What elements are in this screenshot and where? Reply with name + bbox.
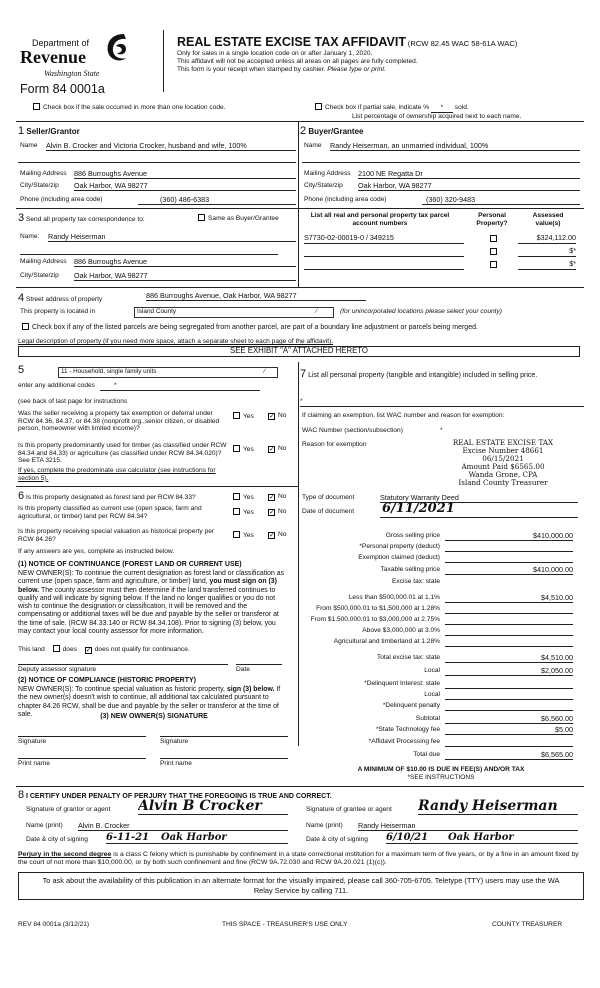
buyer-title-text: Buyer/Grantee — [308, 127, 364, 136]
tax-line — [303, 616, 575, 626]
q-current-use-yes-checkbox[interactable] — [233, 508, 240, 515]
parcel-number-field[interactable] — [304, 260, 464, 270]
correspondence-label: Send all property tax correspondence to: — [25, 216, 145, 223]
seller-name-field[interactable]: Alvin B. Crocker and Victoria Crocker, husband and wife, 100% — [46, 142, 296, 151]
q-forest-text: Is this property designated as forest land per RCW 84.33? — [25, 494, 196, 501]
tax-line — [303, 680, 575, 690]
section5-num: 5 — [18, 364, 25, 376]
partial-sale-check[interactable] — [315, 103, 469, 113]
tax-line-value[interactable] — [445, 680, 573, 689]
buyer-addr-field[interactable]: 2100 NE Regatta Dr — [358, 170, 580, 179]
tax-line-label: Taxable selling price — [380, 566, 440, 573]
parcels-header-2: Personal Property? — [476, 212, 508, 227]
corr-city-field[interactable]: Oak Harbor, WA 98277 — [74, 272, 296, 281]
this-land-row — [18, 645, 190, 654]
multi-location-check[interactable] — [33, 103, 226, 112]
header-sub1: Only for sales in a single location code on or after January 1, 2020. — [177, 50, 373, 57]
seller-phone-row — [20, 196, 296, 204]
located-row — [20, 308, 582, 316]
tax-line-value[interactable] — [445, 554, 573, 563]
corr-addr-field[interactable]: 886 Burroughs Avenue — [74, 258, 296, 267]
partial-sold-label: sold. — [454, 104, 469, 111]
q-historic-no[interactable] — [268, 531, 286, 539]
alt-format-text: To ask about the availability of this publication in an alternate format for the visually impaired, please call 360-705-6705. Teletype (TTY) users may use the WA Relay Service by calling 711. — [42, 876, 560, 895]
seller-title — [18, 125, 80, 138]
tax-line-label: *Affidavit Processing fee — [368, 738, 440, 745]
seller-name-label: Name — [20, 142, 38, 149]
located-note: (for unincorporated locations please select your county) — [340, 308, 503, 315]
seller-city-label: City/State/zip — [20, 182, 59, 189]
q-forest — [18, 490, 233, 503]
q-forest-yes-label: Yes — [243, 494, 254, 501]
dept-line1: Department of — [32, 38, 90, 48]
multi-location-label: Check box if the sale occurred in more than one location code. — [43, 104, 226, 111]
grantor-date-field[interactable] — [106, 832, 288, 844]
tax-line-value[interactable]: $4,510.00 — [445, 654, 573, 663]
tax-line — [303, 751, 575, 761]
correspondence-num: 3 — [18, 212, 25, 224]
q-timber-no-label: No — [278, 445, 287, 452]
grantee-date: 6/10/21 — [386, 832, 429, 843]
perjury-bold: Perjury in the second degree — [18, 851, 112, 858]
tax-line — [303, 594, 575, 604]
seller-name-row — [20, 142, 296, 150]
section7-num: 7 — [300, 368, 307, 380]
buyer-city-field[interactable]: Oak Harbor, WA 98277 — [358, 182, 580, 191]
tax-line-label: Above $3,000,000 at 3.0% — [362, 627, 440, 634]
notice1-body — [18, 570, 290, 636]
form-number: Form 84 0001a — [20, 82, 105, 96]
q-timber-yes-label: Yes — [243, 446, 254, 453]
parcels-header-1: List all real and personal property tax parcel account numbers — [310, 212, 450, 227]
tax-line-value[interactable]: $2,050.00 — [445, 667, 573, 676]
grantor-date: 6-11-21 — [106, 832, 150, 843]
tax-line — [303, 738, 575, 748]
tax-line — [303, 715, 575, 725]
q-forest-no-checkbox[interactable]: ✓ — [269, 494, 275, 501]
legal-field[interactable] — [18, 346, 580, 357]
tax-line-value[interactable]: $6,560.00 — [445, 715, 573, 724]
personal-property-checkbox[interactable] — [490, 235, 497, 242]
use-code-value: 11 - Household, single family units — [61, 368, 157, 375]
buyer-phone-label: Phone (including area code) — [304, 196, 387, 203]
grantor-sig-label: Signature of grantor or agent — [26, 806, 111, 813]
exemption-label: If claiming an exemption, list WAC number and reason for exemption: — [302, 412, 505, 419]
tax-line-label: Local — [424, 691, 440, 698]
assessed-value-field[interactable]: $* — [518, 260, 576, 270]
doc-date-label: Date of document — [302, 508, 355, 515]
segregated-check[interactable] — [22, 323, 478, 332]
land-does-not-label: does not qualify for continuance. — [94, 646, 190, 653]
grantor-sig-field[interactable]: Alvin B Crocker — [138, 798, 288, 815]
notice1-b: you must sign on (3) below. — [18, 578, 277, 594]
grantor-date-row — [26, 832, 294, 844]
stamp-l6: Island County Treasurer — [458, 477, 548, 487]
additional-codes-field[interactable]: * — [100, 382, 260, 391]
notice2-b: sign (3) below. — [226, 686, 275, 693]
section7-label-row — [300, 368, 582, 381]
parcel-number-field[interactable]: S7730-02-00019-0 / 349215 — [304, 234, 464, 244]
form-title-text: REAL ESTATE EXCISE TAX AFFIDAVIT — [177, 35, 406, 49]
q-current-use-no-label: No — [278, 508, 287, 515]
form-title — [177, 35, 517, 49]
tax-line — [303, 627, 575, 637]
q-exemption-yes-label: Yes — [243, 413, 254, 420]
grantee-date-field[interactable] — [386, 832, 578, 844]
dept-line3: Washington State — [44, 69, 100, 78]
additional-codes-label: enter any additional codes — [18, 382, 95, 389]
assessed-value-field[interactable]: $* — [518, 247, 576, 257]
corr-name-row — [20, 233, 296, 241]
use-code-select[interactable] — [58, 367, 278, 378]
perjury-notice — [18, 851, 584, 867]
q-exemption-no-label: No — [278, 412, 287, 419]
tax-line-value[interactable]: $4,510.00 — [445, 594, 573, 603]
parcels-header-3: Assessed value(s) — [532, 212, 564, 227]
street-field[interactable]: 886 Burroughs Avenue, Oak Harbor, WA 98277 — [146, 292, 366, 301]
buyer-city-label: City/State/zip — [304, 182, 343, 189]
tax-line-label: *State Technology fee — [375, 726, 440, 733]
doc-date-field[interactable]: 6/11/2021 — [380, 502, 578, 518]
personal-property-checkbox[interactable] — [490, 248, 497, 255]
grantee-name-row — [306, 822, 582, 830]
tax-line — [303, 654, 575, 664]
see-instructions: *SEE INSTRUCTIONS — [407, 774, 475, 781]
q-current-use-no[interactable] — [268, 508, 286, 516]
notice2-c: If the new owner(s) doesn't wish to continue, all additional tax calculated pursuant to chapter 84.26 RCW, shall be due and payable by the seller or transferor at the time of sale. — [18, 686, 281, 718]
rev-label: REV 84 0001a (3/12/21) — [18, 921, 90, 928]
same-as-buyer-label: Same as Buyer/Grantee — [208, 215, 279, 222]
corr-addr-label: Mailing Address — [20, 258, 67, 265]
tax-line-value[interactable] — [445, 691, 573, 700]
segregated-label: Check box if any of the listed parcels are being segregated from another parcel, are part of a boundary line adjustment or parcels being merged. — [32, 324, 478, 331]
tax-line-value[interactable] — [445, 627, 573, 636]
q-forest-yes[interactable] — [233, 493, 254, 502]
q-exemption-no-checkbox[interactable]: ✓ — [269, 413, 275, 420]
q-forest-no-label: No — [278, 493, 287, 500]
land-does-label: does — [62, 646, 77, 653]
minimum-due: A MINIMUM OF $10.00 IS DUE IN FEE(S) AND/OR TAX — [357, 766, 525, 773]
personal-property-field[interactable]: * — [300, 398, 303, 405]
owner-print-label-1: Print name — [18, 760, 50, 767]
header-sub2: This affidavit will not be accepted unless all areas on all pages are fully completed. — [177, 58, 418, 65]
q-historic-yes-label: Yes — [243, 532, 254, 539]
corr-city-label: City/State/zip — [20, 272, 59, 279]
grantee-city: Oak Harbor — [447, 832, 514, 843]
q-historic-yes[interactable] — [233, 531, 254, 540]
buyer-name-field[interactable]: Randy Heiserman, an unmarried individual, 100% — [330, 142, 580, 151]
perjury-text: is a class C felony which is punishable by confinement in a state correctional institution for a maximum term of five years, or by a fine in an amount fixed by the court of not more than $10,000.00, or by both such confinement and fine (RCW 9A.72.030 and RCW 9A.20.021 (1)(c)). — [18, 851, 579, 867]
tax-line-label: From $1,500,000.01 to $3,000,000 at 2.75% — [310, 616, 440, 623]
buyer-phone-row — [304, 196, 580, 204]
land-does-checkbox[interactable] — [53, 645, 60, 652]
buyer-name-row — [304, 142, 580, 150]
grantor-name-row — [26, 822, 294, 830]
tax-line-value[interactable] — [445, 578, 573, 587]
buyer-name-label: Name — [304, 142, 322, 149]
wac-row — [302, 427, 578, 435]
grantee-name-label: Name (print) — [306, 822, 343, 829]
q-forest-yes-checkbox[interactable] — [233, 493, 240, 500]
buyer-title — [300, 125, 364, 138]
tax-line-label: Local — [424, 667, 440, 674]
dor-logo — [20, 28, 140, 80]
parcel-row — [304, 234, 580, 245]
dor-swirl-icon — [104, 30, 130, 64]
notice1-c: The county assessor must then determine if the land transferred continues to qualify and will indicate by signing below. If the land no longer qualifies or you do not wish to continue the designation or classification, it will be removed and the compensating or additional taxes will be due and payable by the seller or transferor at the time of sale. (RCW 84.33.140 or RCW 84.34.108). Prior to signing (3) below, you may contact your local county assessor for more information. — [18, 586, 279, 635]
tax-line-label: *Delinquent penalty — [382, 702, 440, 709]
q-historic: Is this property receiving special valuation as historical property per RCW 84.26? — [18, 528, 215, 543]
grantee-sig-row — [306, 798, 582, 814]
doc-date-row — [302, 501, 578, 516]
seller-num: 1 — [18, 125, 25, 137]
grantee-sig-field[interactable]: Randy Heiserman — [418, 798, 578, 815]
notice2-a: NEW OWNER(S): To continue special valuation as historic property, — [18, 686, 225, 693]
tax-line-value[interactable]: $6,565.00 — [445, 751, 573, 760]
grantor-date-label: Date & city of signing — [26, 836, 88, 843]
notice1-title: (1) NOTICE OF CONTINUANCE (FOREST LAND OR CURRENT USE) — [18, 561, 242, 568]
this-land-label: This land — [18, 646, 45, 653]
section7-label: List all personal property (tangible and intangible) included in selling price. — [308, 372, 538, 379]
stamp-l4: Amount Paid $6565.00 — [461, 461, 545, 471]
tax-line — [303, 691, 575, 701]
stamp-l2: Excise Number 48661 — [462, 445, 544, 455]
corr-name-field[interactable]: Randy Heiserman — [48, 233, 296, 242]
owner-sig-label-2: Signature — [160, 738, 189, 745]
owner-print-label-2: Print name — [160, 760, 192, 767]
grantor-sig-row — [26, 798, 294, 814]
buyer-phone-field[interactable]: (360) 320-9483 — [422, 196, 580, 205]
tax-line-value[interactable] — [445, 702, 573, 711]
partial-sale-checkbox[interactable] — [315, 103, 322, 110]
tax-line — [303, 667, 575, 677]
tax-line-label: Agricultural and timberland at 1.28% — [333, 638, 440, 645]
seller-addr-label: Mailing Address — [20, 170, 67, 177]
corr-city-row — [20, 272, 296, 280]
correspondence-label-row — [18, 212, 145, 225]
dept-line2: Revenue — [20, 47, 86, 67]
located-select-value: Island County — [137, 308, 177, 315]
tax-line-value[interactable] — [445, 543, 573, 552]
doc-type-label: Type of document — [302, 494, 355, 501]
q-historic-no-checkbox[interactable]: ✓ — [269, 532, 275, 539]
stamp-l1: REAL ESTATE EXCISE TAX — [452, 438, 554, 447]
located-select[interactable] — [134, 307, 334, 318]
stamp-l5: Wanda Grone, CPA — [468, 469, 538, 479]
property-num: 4 — [18, 292, 25, 304]
tax-line-label: Less than $500,000.01 at 1.1% — [348, 594, 440, 601]
seller-addr-row — [20, 170, 296, 178]
q-exemption-yes[interactable] — [233, 412, 254, 421]
see-back-label: (see back of last page for instructions — [18, 398, 128, 405]
any-yes-label: If any answers are yes, complete as instructed below. — [18, 548, 175, 555]
tax-line-label: Total due — [413, 751, 440, 758]
parcel-row — [304, 260, 580, 271]
parcel-row — [304, 247, 580, 258]
treasurer-space-label: THIS SPACE - TREASURER'S USE ONLY — [222, 921, 348, 928]
q-forest-no[interactable] — [268, 493, 286, 501]
notice1-a: NEW OWNER(S): To continue the current designation as forest land or classification as current use (open space, farm and agriculture, or timber) land, — [18, 570, 285, 586]
q-exemption-no[interactable] — [268, 412, 286, 420]
grantor-name-label: Name (print) — [26, 822, 63, 829]
deputy-date-label: Date — [236, 666, 250, 673]
additional-codes-row — [18, 382, 288, 390]
tax-line-value[interactable]: $5.00 — [445, 726, 573, 735]
certify-text: I CERTIFY UNDER PENALTY OF PERJURY THAT THE FOREGOING IS TRUE AND CORRECT. — [25, 793, 332, 800]
new-owner-sig-title: (3) NEW OWNER(S) SIGNATURE — [100, 713, 208, 720]
use-code-caret-icon: ⁄ — [263, 368, 265, 375]
tax-line-value[interactable] — [445, 605, 573, 614]
segregated-checkbox[interactable] — [22, 323, 29, 330]
owner-sig-label-1: Signature — [18, 738, 47, 745]
seller-addr-field[interactable]: 886 Burroughs Avenue — [74, 170, 296, 179]
q-timber-b: If yes, complete the predominate use calculator (see instructions for section 5). — [18, 467, 216, 482]
tax-line-value[interactable]: $410,000.00 — [445, 566, 573, 575]
q-timber-yes[interactable] — [233, 445, 254, 454]
assessed-value-field[interactable]: $324,112.00 — [518, 234, 576, 244]
tax-line — [303, 566, 575, 576]
street-label: Street address of property — [25, 296, 103, 303]
section6-num: 6 — [18, 490, 25, 502]
street-row — [18, 292, 580, 305]
header-sub3a: This form is your receipt when stamped by cashier. — [177, 66, 326, 73]
stamp-l3: 06/15/2021 — [482, 453, 524, 463]
form-title-ref: (RCW 82.45 WAC 58-61A WAC) — [407, 39, 518, 48]
grantee-date-label: Date & city of signing — [306, 836, 368, 843]
tax-line-label: Subtotal — [415, 715, 440, 722]
grantor-city: Oak Harbor — [160, 832, 227, 843]
corr-name-label: Name: — [20, 233, 40, 240]
q-exemption-yes-checkbox[interactable] — [233, 412, 240, 419]
section8-num: 8 — [18, 789, 25, 801]
buyer-city-row — [304, 182, 580, 190]
tax-line — [303, 605, 575, 615]
seller-city-field[interactable]: Oak Harbor, WA 98277 — [74, 182, 296, 191]
q-historic-yes-checkbox[interactable] — [233, 531, 240, 538]
tax-line-label: Gross selling price — [385, 532, 440, 539]
tax-line-value[interactable]: $410,000.00 — [445, 532, 573, 541]
seller-city-row — [20, 182, 296, 190]
partial-sub-label: List percentage of ownership acquired next to each name. — [352, 113, 522, 120]
header-sub3b: Please type or print. — [327, 66, 386, 73]
doc-type-field[interactable]: Statutory Warranty Deed — [380, 494, 578, 503]
q-timber-no-checkbox[interactable]: ✓ — [269, 446, 275, 453]
same-as-buyer-checkbox[interactable] — [198, 214, 205, 221]
tax-line — [303, 726, 575, 736]
same-as-buyer-check[interactable] — [198, 214, 279, 223]
q-timber-yes-checkbox[interactable] — [233, 445, 240, 452]
partial-percent-field[interactable]: * — [431, 104, 453, 113]
treasurer-stamp — [432, 439, 574, 487]
q-current-use-no-checkbox[interactable]: ✓ — [269, 509, 275, 516]
land-does-not-checkbox[interactable]: ✓ — [85, 647, 92, 654]
tax-line — [303, 638, 575, 648]
grantee-name-field[interactable]: Randy Heiserman — [358, 822, 578, 831]
q-current-use-yes[interactable] — [233, 508, 254, 517]
buyer-num: 2 — [300, 125, 307, 137]
multi-location-checkbox[interactable] — [33, 103, 40, 110]
q-current-use: Is this property classified as current use (open space, farm and agricultural, or timber) land per RCW 84.34? — [18, 505, 202, 520]
wac-field[interactable]: * — [440, 427, 443, 434]
deputy-sig-label: Deputy assessor signature — [18, 666, 97, 673]
grantee-sig-label: Signature of grantee or agent — [306, 806, 392, 813]
buyer-addr-label: Mailing Address — [304, 170, 351, 177]
personal-property-checkbox[interactable] — [490, 261, 497, 268]
tax-line — [303, 543, 575, 553]
tax-line-label: *Delinquent Interest: state — [364, 680, 440, 687]
seller-phone-label: Phone (including area code) — [20, 196, 103, 203]
seller-phone-field[interactable]: (360) 486-6383 — [138, 196, 296, 205]
seller-title-text: Seller/Grantor — [26, 127, 80, 136]
corr-addr-row — [20, 258, 296, 266]
legal-label: Legal description of property (if you need more space, attach a separate sheet to each page of the affidavit). — [18, 338, 334, 345]
county-treasurer-label: COUNTY TREASURER — [492, 921, 563, 928]
notice2-title: (2) NOTICE OF COMPLIANCE (HISTORIC PROPERTY) — [18, 677, 196, 684]
tax-line — [303, 702, 575, 712]
tax-line-label: Excise tax: state — [391, 578, 440, 585]
parcel-number-field[interactable] — [304, 247, 464, 257]
q-exemption: Was the seller receiving a property tax exemption or deferral under RCW 84.36, 84.37, or 84.38 (nonprofit org.,senior citizen, or disabled person, homeowner with limited income)? — [18, 410, 220, 433]
q-timber: Is this property predominantly used for timber (as classified under RCW 84.34 and 84.33) or agriculture (as classified under RCW 84.34.020)? See ETA 3215. — [18, 442, 227, 465]
grantee-date-row — [306, 832, 582, 844]
wac-label: WAC Number (section/subsection) — [302, 427, 403, 434]
tax-line-label: From $500,000.01 to $1,500,000 at 1.28% — [316, 605, 440, 612]
tax-line-label: Exemption claimed (deduct) — [358, 554, 440, 561]
q-historic-no-label: No — [278, 531, 287, 538]
located-label: This property is located in — [20, 308, 96, 315]
q-current-use-yes-label: Yes — [243, 509, 254, 516]
partial-sale-label: Check box if partial sale, indicate % — [325, 104, 430, 111]
grantor-name-field[interactable]: Alvin B. Crocker — [78, 822, 288, 831]
tax-line — [303, 578, 575, 588]
q-timber-no[interactable] — [268, 445, 286, 453]
tax-line — [303, 554, 575, 564]
tax-line-value[interactable] — [445, 638, 573, 647]
tax-line-value[interactable] — [445, 616, 573, 625]
alt-format-box — [18, 872, 584, 900]
tax-line-value[interactable] — [445, 738, 573, 747]
legal-value: SEE EXHIBIT "A" ATTACHED HERETO — [230, 346, 368, 355]
located-select-caret-icon: ⁄ — [315, 308, 317, 315]
tax-line-label: Total excise tax: state — [376, 654, 440, 661]
tax-line-label: *Personal property (deduct) — [359, 543, 440, 550]
tax-line — [303, 532, 575, 542]
header-sub3 — [177, 66, 386, 74]
buyer-addr-row — [304, 170, 580, 178]
reason-label: Reason for exemption — [302, 441, 367, 448]
